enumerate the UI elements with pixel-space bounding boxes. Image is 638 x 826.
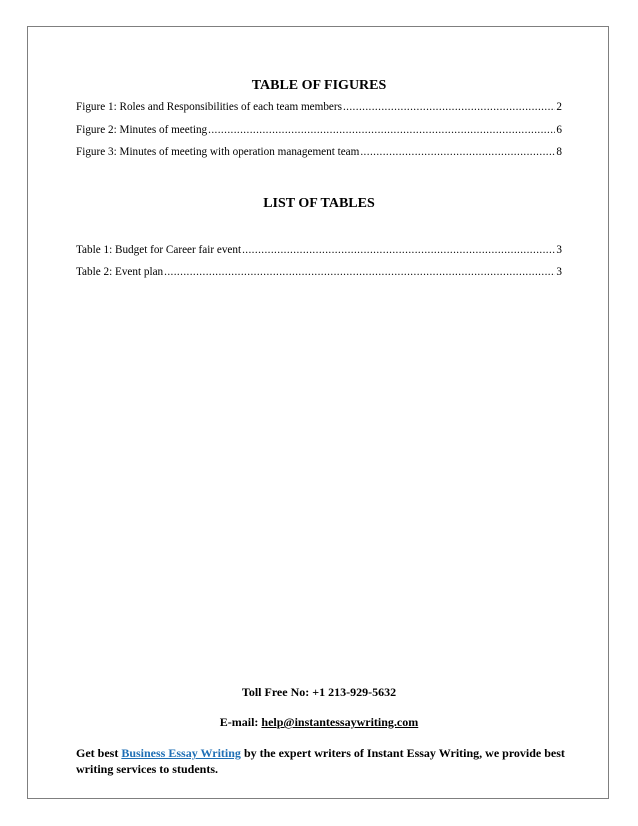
table-entry-label: Table 1: Budget for Career fair event	[76, 244, 242, 256]
table-of-figures-heading: TABLE OF FIGURES	[251, 78, 387, 93]
figure-entry-label: Figure 1: Roles and Responsibilities of each team members	[76, 101, 342, 113]
toll-free-number: Toll Free No: +1 213-929-5632	[241, 685, 397, 699]
figure-entry-label: Figure 3: Minutes of meeting with operation management team	[76, 146, 360, 158]
business-essay-writing-link[interactable]: Business Essay Writing	[121, 746, 241, 760]
figure-entry-1[interactable]	[76, 100, 562, 115]
leader-dots	[242, 243, 555, 258]
email-line	[76, 715, 562, 730]
list-of-tables-heading: LIST OF TABLES	[263, 196, 375, 211]
figure-entry-page: 8	[556, 146, 562, 158]
promo-text	[76, 745, 566, 777]
leader-dots	[164, 265, 555, 280]
figure-entry-label: Figure 2: Minutes of meeting	[76, 124, 208, 136]
leader-dots	[208, 123, 555, 138]
table-entry-1[interactable]	[76, 243, 562, 258]
email-prefix: E-mail:	[219, 715, 262, 729]
figure-entry-2[interactable]	[76, 123, 562, 138]
page-border	[27, 26, 609, 799]
table-entry-page: 3	[556, 244, 562, 256]
table-entry-2[interactable]	[76, 265, 562, 280]
figure-entry-3[interactable]	[76, 145, 562, 160]
figure-entry-page: 6	[556, 124, 562, 136]
figure-entry-page: 2	[556, 101, 562, 113]
leader-dots	[360, 145, 555, 160]
table-entry-label: Table 2: Event plan	[76, 266, 164, 278]
table-entry-page: 3	[556, 266, 562, 278]
promo-after: by the expert writers of Instant Essay Writing, we provide best writing services to students.	[76, 746, 565, 776]
promo-before: Get best	[76, 746, 122, 760]
email-link[interactable]: help@instantessaywriting.com	[261, 715, 419, 729]
leader-dots	[343, 100, 555, 115]
